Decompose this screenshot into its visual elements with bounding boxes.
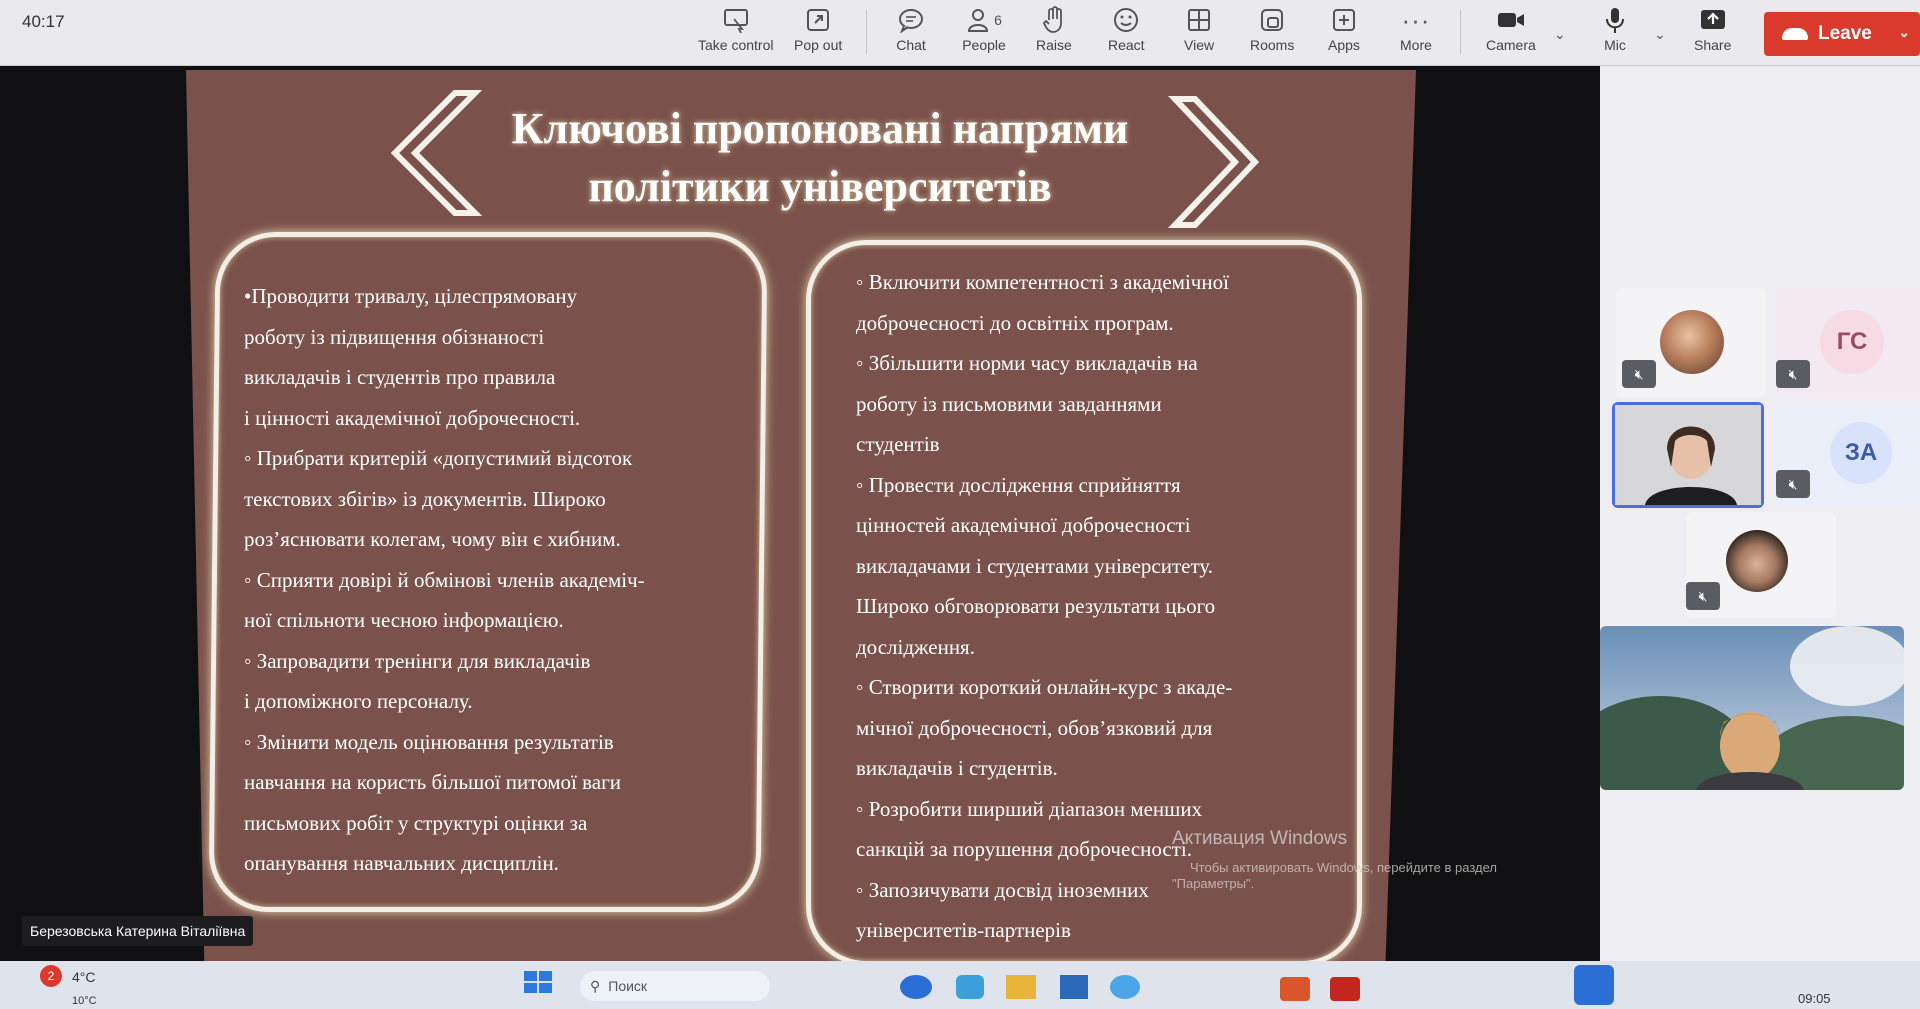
avatar: ГС [1820, 310, 1884, 374]
weather-low: 10°C [72, 995, 97, 1007]
avatar [1660, 310, 1724, 374]
rooms-button[interactable]: Rooms [1250, 6, 1294, 60]
windows-activation-hint-2: "Параметры". [1172, 876, 1255, 891]
more-dots-icon: ··· [1401, 4, 1431, 35]
left-line: письмових робіт у структурі оцінки за [244, 810, 588, 835]
phone-hangup-icon [1782, 28, 1808, 40]
muted-mic-icon: 🔇︎ [1622, 360, 1656, 388]
right-line: ◦ Створити короткий онлайн-курс з акаде- [856, 675, 1233, 699]
apps-button[interactable]: Apps [1328, 6, 1360, 60]
avatar [1726, 530, 1788, 592]
leave-options-chevron-icon[interactable]: ⌄ [1898, 24, 1910, 40]
pop-out-icon [803, 6, 833, 34]
left-line: •Проводити тривалу, цілеспрямовану [244, 284, 578, 308]
chat-button[interactable]: Chat [896, 6, 926, 60]
left-line: ◦ Змінити модель оцінювання результатів [244, 729, 614, 754]
rooms-icon [1257, 6, 1287, 34]
left-line: і допоміжного персоналу. [244, 689, 473, 713]
muted-mic-icon: 🔇︎ [1776, 360, 1810, 388]
muted-mic-icon: 🔇︎ [1686, 582, 1720, 610]
left-line: викладачів і студентів про правила [244, 365, 556, 389]
pdf-app-icon[interactable] [1330, 977, 1360, 1001]
hand-icon [1039, 6, 1069, 34]
take-control-button[interactable]: Take control [698, 6, 773, 60]
left-line: ◦ Запровадити тренінги для викладачів [244, 648, 591, 673]
left-line: навчання на користь більшої питомої ваги [244, 770, 621, 794]
slide-title: Ключові пропоновані напрями політики університетів [511, 104, 1129, 211]
right-line: ◦ Збільшити норми часу викладачів на [856, 351, 1198, 375]
taskbar-clock: 09:05 [1798, 991, 1831, 1006]
left-line: і цінності академічної доброчесності. [244, 405, 581, 430]
right-line: ◦ Запозичувати досвід іноземних [856, 877, 1149, 902]
right-chevron-decoration-icon [1160, 94, 1260, 230]
participant-tile[interactable] [1776, 288, 1920, 398]
right-line: ◦ Включити компетентності з академічної [856, 270, 1229, 294]
right-line: роботу із письмовими завданнями [856, 391, 1162, 416]
participant-tile-active[interactable] [1612, 402, 1764, 508]
right-line: мічної доброчесності, обов’язковий для [856, 715, 1213, 740]
notification-badge[interactable]: 2 [40, 965, 62, 987]
participant-tile[interactable] [1616, 288, 1766, 398]
file-explorer-icon[interactable] [1006, 975, 1036, 999]
app-icon[interactable] [1110, 975, 1140, 999]
people-icon [962, 6, 1006, 34]
camera-button[interactable]: Camera [1486, 6, 1536, 60]
right-line: доброчесності до освітніх програм. [856, 310, 1174, 335]
microphone-icon [1600, 6, 1630, 34]
left-panel-text [244, 276, 645, 884]
chat-icon [896, 6, 926, 34]
leave-button[interactable]: Leave ⌄ [1764, 12, 1920, 56]
right-line: цінностей академічної доброчесності [856, 513, 1191, 537]
left-line: роз’яснювати колегам, чому він є хибним. [244, 527, 621, 551]
right-line: університетів-партнерів [856, 918, 1071, 942]
participant-video-tile[interactable] [1600, 626, 1904, 790]
weather-temperature[interactable]: 4°C [72, 969, 96, 985]
more-button[interactable]: ··· More [1400, 4, 1432, 53]
left-line: ної спільноти чесною інформацією. [244, 608, 564, 632]
left-line: ◦ Прибрати критерій «допустимий відсоток [244, 446, 633, 470]
muted-mic-icon: 🔇︎ [1776, 470, 1810, 498]
taskbar-search[interactable]: ⚲ Поиск [580, 971, 770, 1001]
plus-box-icon [1329, 6, 1359, 34]
mic-options-chevron-icon[interactable]: ⌄ [1654, 26, 1666, 42]
active-app-icon[interactable] [1574, 965, 1614, 1005]
presenter-name-tag: Березовська Катерина Віталіївна [22, 916, 253, 946]
meeting-toolbar [0, 0, 1920, 66]
right-line: ◦ Провести дослідження сприйняття [856, 472, 1181, 497]
right-line: дослідження. [856, 634, 975, 659]
powerpoint-icon[interactable] [1280, 977, 1310, 1001]
participant-tile[interactable] [1686, 512, 1836, 618]
windows-start-icon[interactable] [524, 971, 552, 998]
people-button[interactable]: 6 People [962, 6, 1006, 60]
share-icon [1698, 6, 1728, 34]
windows-activation-watermark: Активация Windows [1172, 828, 1348, 849]
search-icon: ⚲ [590, 977, 601, 994]
participant-video [1615, 405, 1761, 505]
camera-options-chevron-icon[interactable]: ⌄ [1554, 26, 1566, 42]
share-button[interactable]: Share [1694, 6, 1731, 60]
people-count: 6 [994, 12, 1002, 28]
take-control-icon [721, 6, 751, 34]
react-button[interactable]: React [1108, 6, 1145, 60]
left-line: ◦ Сприяти довірі й обмінові членів академіч- [244, 567, 645, 592]
right-line: Широко обговорювати результати цього [856, 594, 1216, 618]
participant-video [1600, 626, 1904, 790]
mic-button[interactable]: Mic [1600, 6, 1630, 60]
edge-browser-icon[interactable] [956, 975, 984, 999]
participant-tile[interactable] [1776, 406, 1920, 506]
meeting-timer: 40:17 [22, 12, 65, 31]
right-line: викладачів і студентів. [856, 756, 1058, 780]
left-line: опанування навчальних дисциплін. [244, 851, 559, 875]
right-line: санкцій за порушення доброчесності. [856, 837, 1192, 861]
left-line: текстових збігів» із документів. Широко [244, 486, 606, 511]
participants-panel [1600, 66, 1920, 961]
right-line: ◦ Розробити ширший діапазон менших [856, 796, 1203, 821]
pop-out-button[interactable]: Pop out [794, 6, 842, 60]
windows-taskbar [0, 961, 1920, 1009]
left-line: роботу із підвищення обізнаності [244, 324, 545, 349]
store-icon[interactable] [1060, 975, 1088, 999]
toolbar-divider [1460, 10, 1461, 54]
avatar: ЗА [1830, 422, 1892, 484]
view-button[interactable]: View [1184, 6, 1214, 60]
grid-icon [1184, 6, 1214, 34]
camera-icon [1496, 6, 1526, 34]
right-line: викладачами і студентами університету. [856, 553, 1214, 578]
right-line: студентів [856, 432, 940, 456]
smiley-icon [1111, 6, 1141, 34]
windows-activation-hint: Чтобы активировать Windows, перейдите в раздел [1190, 860, 1497, 875]
zoom-app-icon[interactable] [900, 975, 932, 999]
raise-hand-button[interactable]: Raise [1036, 6, 1072, 60]
toolbar-divider [866, 10, 867, 54]
